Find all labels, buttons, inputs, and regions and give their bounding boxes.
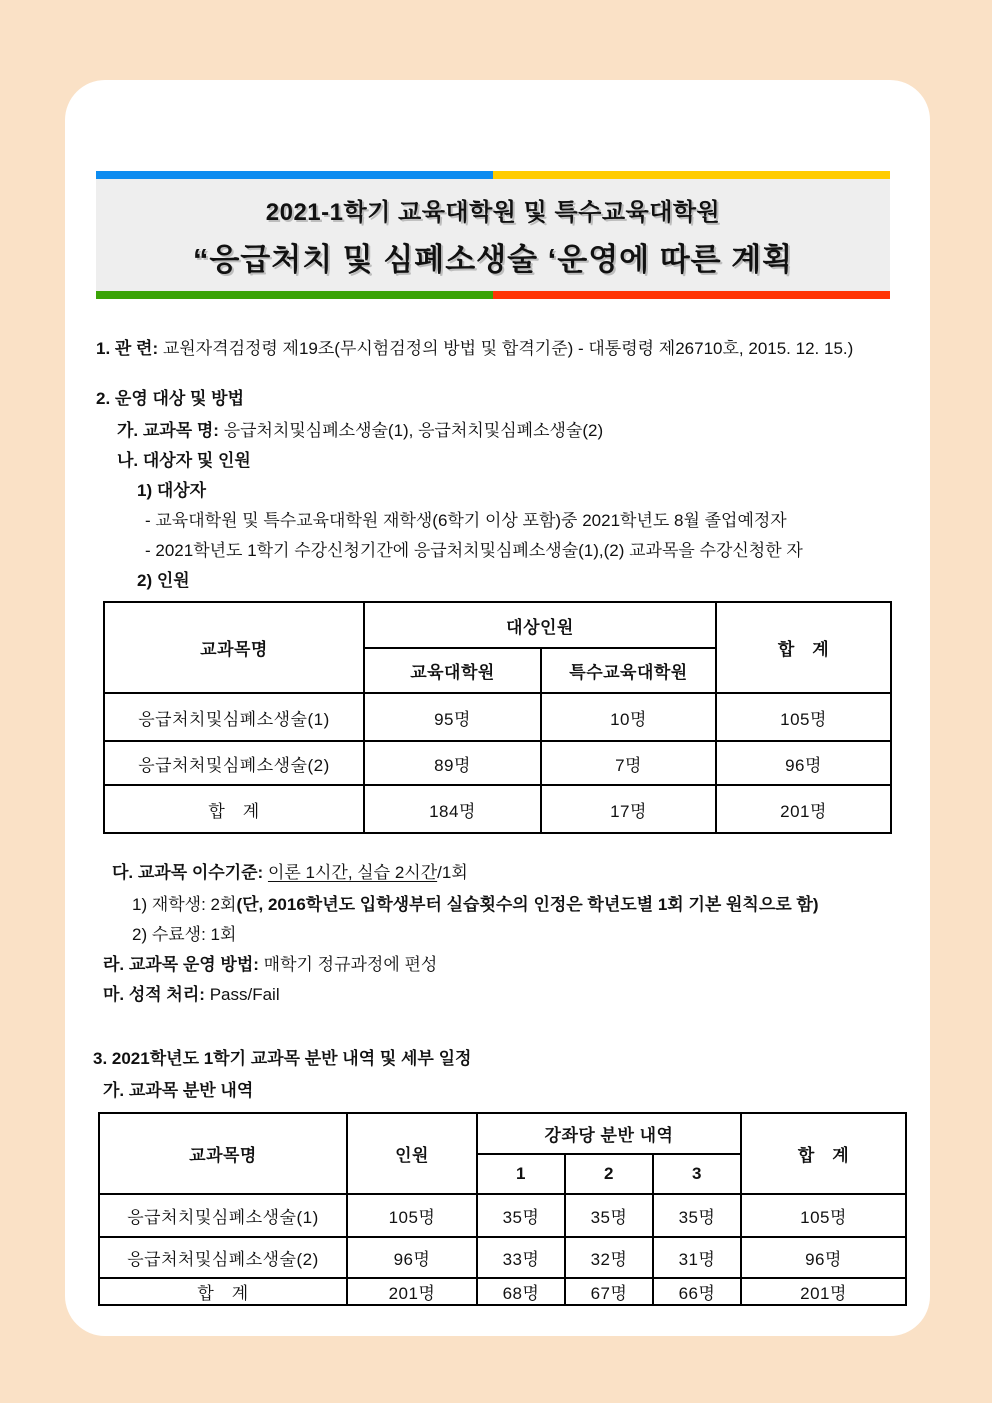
section-2c-suffix: /1회 bbox=[437, 863, 468, 882]
section-2b1-item1: - 교육대학원 및 특수교육대학원 재학생(6학기 이상 포함)중 2021학년도 8월 졸업예정자 bbox=[145, 511, 787, 530]
table2-header-class3: 3 bbox=[653, 1154, 741, 1194]
table1-header-total: 합 계 bbox=[716, 602, 891, 693]
table2-header-class2: 2 bbox=[565, 1154, 653, 1194]
table1-cell-total: 105명 bbox=[716, 693, 891, 741]
table2-row-sum bbox=[99, 1278, 906, 1305]
section-2b2-title: 2) 인원 bbox=[137, 571, 190, 590]
section-2c2-completed: 2) 수료생: 1회 bbox=[132, 925, 237, 944]
section-3a-title: 가. 교과목 분반 내역 bbox=[103, 1081, 254, 1100]
section-2e-label: 마. 성적 처리: bbox=[103, 985, 205, 1004]
target-headcount-table bbox=[103, 601, 892, 834]
section-3-title: 3. 2021학년도 1학기 교과목 분반 내역 및 세부 일정 bbox=[93, 1049, 472, 1068]
table2-header-division-group: 강좌당 분반 내역 bbox=[477, 1113, 741, 1154]
table2-cell-class2: 35명 bbox=[565, 1194, 653, 1237]
banner-bottom-bar bbox=[96, 291, 890, 299]
title-banner bbox=[96, 171, 890, 299]
section-2d-text: 매학기 정규과정에 편성 bbox=[263, 955, 438, 974]
banner-top-bar bbox=[96, 171, 890, 179]
section-2c-completion-criteria bbox=[112, 862, 468, 883]
table2-cell-total: 201명 bbox=[741, 1278, 906, 1305]
table2-cell-class2: 32명 bbox=[565, 1237, 653, 1278]
top-bar-yellow-segment bbox=[493, 171, 890, 179]
section-2e-text: Pass/Fail bbox=[209, 985, 280, 1004]
table1-header-target-group: 대상인원 bbox=[364, 602, 716, 648]
section-1-label: 1. 관 련: bbox=[96, 339, 159, 358]
banner-title-line2: “응급처치 및 심폐소생술 ‘운영에 따른 계획 bbox=[192, 241, 794, 277]
table1-cell-grad: 184명 bbox=[364, 785, 541, 833]
table2-cell-class1: 68명 bbox=[477, 1278, 565, 1305]
document-card bbox=[65, 80, 930, 1336]
section-2b1-title: 1) 대상자 bbox=[137, 481, 207, 500]
table1-header-row-1 bbox=[104, 602, 891, 648]
top-bar-blue-segment bbox=[96, 171, 493, 179]
table1-header-special-grad-school: 특수교육대학원 bbox=[541, 648, 716, 693]
section-2c1-prefix: 1) 재학생: 2회 bbox=[132, 895, 237, 914]
table2-header-course: 교과목명 bbox=[99, 1113, 347, 1194]
banner-body bbox=[96, 179, 890, 291]
table1-header-grad-school: 교육대학원 bbox=[364, 648, 541, 693]
table1-cell-course: 합 계 bbox=[104, 785, 364, 833]
section-2c1-note: (단, 2016학년도 입학생부터 실습횟수의 인정은 학년도별 1회 기본 원칙으로 함) bbox=[236, 895, 819, 914]
bottom-bar-green-segment bbox=[96, 291, 493, 299]
table2-cell-total: 96명 bbox=[741, 1237, 906, 1278]
table1-cell-course: 응급처치및심폐소생술(1) bbox=[104, 693, 364, 741]
table2-header-row-1 bbox=[99, 1113, 906, 1154]
table2-cell-class2: 67명 bbox=[565, 1278, 653, 1305]
section-2c-underlined-text: 이론 1시간, 실습 2시간 bbox=[267, 863, 438, 882]
section-1-related bbox=[96, 338, 853, 359]
section-2-title: 2. 운영 대상 및 방법 bbox=[96, 389, 245, 408]
section-2a-text: 응급처치및심폐소생술(1), 응급처치및심폐소생술(2) bbox=[223, 421, 604, 440]
table1-header-course: 교과목명 bbox=[104, 602, 364, 693]
table2-header-count: 인원 bbox=[347, 1113, 477, 1194]
table1-cell-special: 17명 bbox=[541, 785, 716, 833]
table2-cell-course: 합 계 bbox=[99, 1278, 347, 1305]
table2-cell-count: 105명 bbox=[347, 1194, 477, 1237]
table2-cell-course: 응급처처및심폐소생술(2) bbox=[99, 1237, 347, 1278]
class-division-table bbox=[98, 1112, 907, 1306]
table2-header-class1: 1 bbox=[477, 1154, 565, 1194]
table1-cell-special: 7명 bbox=[541, 741, 716, 785]
section-1-text: 교원자격검정령 제19조(무시험검정의 방법 및 합격기준) - 대통령령 제26710호, 2015. 12. 15.) bbox=[162, 339, 854, 358]
table2-row-course2 bbox=[99, 1237, 906, 1278]
section-2b-title: 나. 대상자 및 인원 bbox=[117, 451, 251, 470]
bottom-bar-red-segment bbox=[493, 291, 890, 299]
table1-cell-grad: 89명 bbox=[364, 741, 541, 785]
section-2c1-enrolled bbox=[132, 894, 819, 915]
table2-cell-class3: 35명 bbox=[653, 1194, 741, 1237]
table2-cell-course: 응급처치및심폐소생술(1) bbox=[99, 1194, 347, 1237]
table1-cell-special: 10명 bbox=[541, 693, 716, 741]
table2-cell-count: 201명 bbox=[347, 1278, 477, 1305]
table2-cell-count: 96명 bbox=[347, 1237, 477, 1278]
table1-row-course1 bbox=[104, 693, 891, 741]
table1-cell-course: 응급처처및심폐소생술(2) bbox=[104, 741, 364, 785]
section-2c-label: 다. 교과목 이수기준: bbox=[112, 863, 264, 882]
table2-cell-class3: 66명 bbox=[653, 1278, 741, 1305]
table2-header-total: 합 계 bbox=[741, 1113, 906, 1194]
table2-cell-class1: 35명 bbox=[477, 1194, 565, 1237]
table2-row-course1 bbox=[99, 1194, 906, 1237]
table2-cell-total: 105명 bbox=[741, 1194, 906, 1237]
section-2a-course-names bbox=[117, 420, 603, 441]
table1-cell-grad: 95명 bbox=[364, 693, 541, 741]
section-2e-grading bbox=[103, 984, 280, 1005]
section-2a-label: 가. 교과목 명: bbox=[117, 421, 219, 440]
section-2b1-item2: - 2021학년도 1학기 수강신청기간에 응급처치및심폐소생술(1),(2) 교과목을 수강신청한 자 bbox=[145, 541, 803, 560]
table1-row-course2 bbox=[104, 741, 891, 785]
table1-cell-total: 96명 bbox=[716, 741, 891, 785]
table1-row-sum bbox=[104, 785, 891, 833]
banner-title-line1: 2021-1학기 교육대학원 및 특수교육대학원 bbox=[265, 198, 721, 226]
table1-cell-total: 201명 bbox=[716, 785, 891, 833]
section-2d-operation-method bbox=[103, 954, 437, 975]
table2-cell-class3: 31명 bbox=[653, 1237, 741, 1278]
table2-cell-class1: 33명 bbox=[477, 1237, 565, 1278]
section-2d-label: 라. 교과목 운영 방법: bbox=[103, 955, 259, 974]
